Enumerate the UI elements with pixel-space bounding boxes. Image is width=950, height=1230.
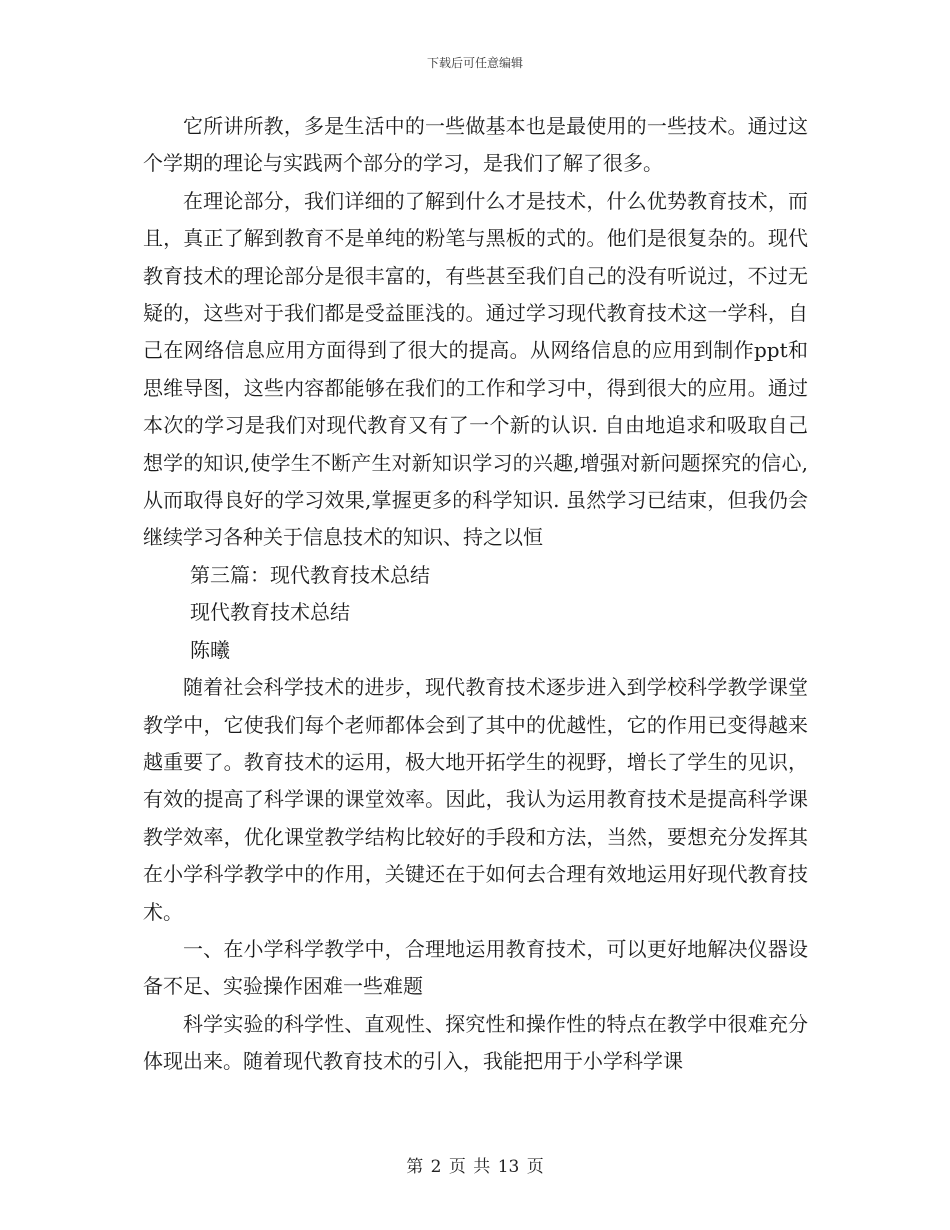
subheading-paragraph: 一、在小学科学教学中，合理地运用教育技术，可以更好地解决仪器设备不足、实验操作困难一些难题 xyxy=(143,936,808,999)
article-title: 现代教育技术总结 xyxy=(190,600,350,625)
page-number: 第 2 页 共 13 页 xyxy=(406,1157,544,1177)
paragraph: 随着社会科学技术的进步，现代教育技术逐步进入到学校科学教学课堂教学中，它使我们每个老师都体会到了其中的优越性，它的作用已变得越来越重要了。教育技术的运用，极大地开拓学生的视野，增长了学生的见识，有效的提高了科学课的课堂效率。因此，我认为运用教育技术是提高科学课教学效率，优化课堂教学结构比较好的手段和方法，当然，要想充分发挥其在小学科学教学中的作用，关键还在于如何去合理有效地运用好现代教育技术。 xyxy=(143,675,808,924)
paragraph: 在理论部分，我们详细的了解到什么才是技术，什么优势教育技术，而且，真正了解到教育不是单纯的粉笔与黑板的式的。他们是很复杂的。现代教育技术的理论部分是很丰富的，有些甚至我们自己的没有听说过，不过无疑的，这些对于我们都是受益匪浅的。通过学习现代教育技术这一学科，自己在网络信息应用方面得到了很大的提高。从网络信息的应用到制作ppt和思维导图，这些内容都能够在我们的工作和学习中，得到很大的应用。通过本次的学习是我们对现代教育又有了一个新的认识. 自由地追求和吸取自己想学的知识,使学生不断产生对新知识学习的兴趣,增强对新问题探究的信心,从而取得良好的学习效果,掌握更多的科学知识. 虽然学习已结束，但我仍会继续学习各种关于信息技术的知识、持之以恒 xyxy=(143,188,808,550)
document-body xyxy=(143,108,808,1081)
page-header: 下载后可任意编辑 xyxy=(426,56,523,70)
section-heading: 第三篇：现代教育技术总结 xyxy=(190,562,430,587)
author-name: 陈曦 xyxy=(190,637,230,662)
paragraph: 科学实验的科学性、直观性、探究性和操作性的特点在教学中很难充分体现出来。随着现代教育技术的引入，我能把用于小学科学课 xyxy=(143,1011,808,1074)
paragraph: 它所讲所教，多是生活中的一些做基本也是最使用的一些技术。通过这个学期的理论与实践两个部分的学习，是我们了解了很多。 xyxy=(143,114,808,176)
